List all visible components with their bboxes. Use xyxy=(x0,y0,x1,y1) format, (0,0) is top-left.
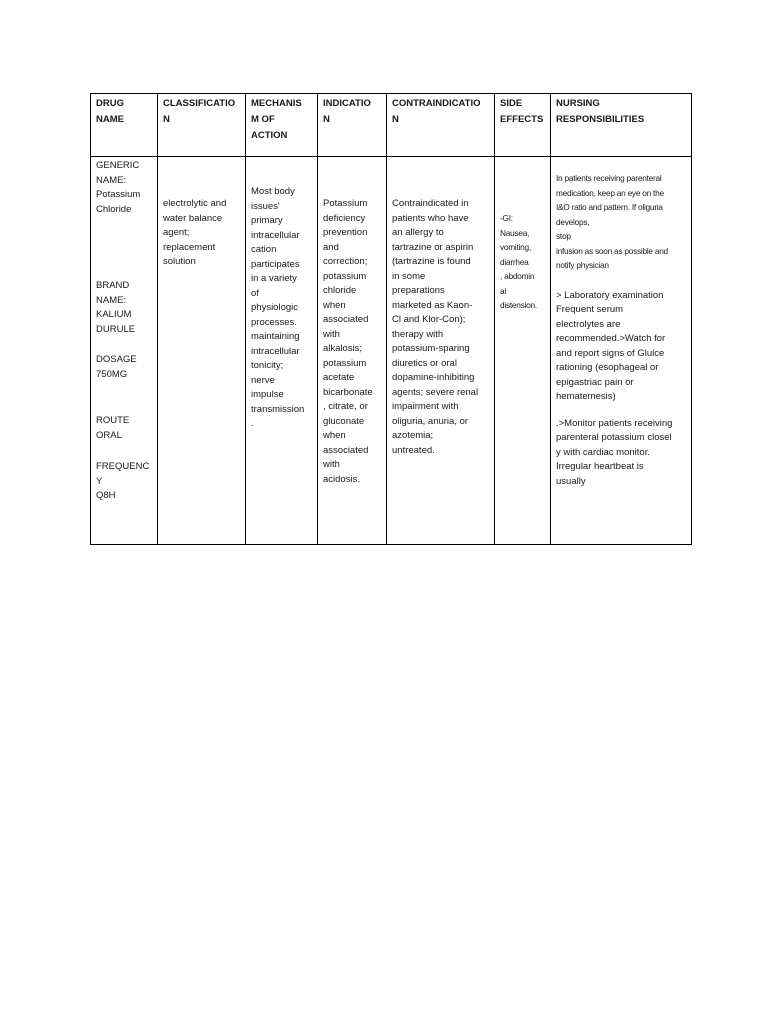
nursing-paragraph-3: .>Monitor patients receiving parenteral potassium closel y with cardiac monitor. Irregular heartbeat is usually xyxy=(556,417,673,487)
header-classification xyxy=(158,94,246,157)
side-effects-text: -GI: Nausea, vomiting, diarrhea , abdomin al distension. xyxy=(500,213,537,310)
header-mechanism-text: MECHANIS M OF ACTION xyxy=(251,98,302,141)
header-nursing-text: NURSING RESPONSIBILITIES xyxy=(556,98,645,125)
nursing-paragraph-2: > Laboratory examination Frequent serum electrolytes are recommended.>Watch for and report signs of Glulce rationing (esophageal or epigastriac pain or hematemesis) xyxy=(556,289,666,402)
brand-name: BRAND NAME: KALIUM DURULE xyxy=(96,280,136,335)
nursing-cell xyxy=(551,157,692,545)
header-drug-name-text: DRUG NAME xyxy=(96,98,124,125)
classification-cell xyxy=(158,157,246,545)
header-indication-text: INDICATIO N xyxy=(323,98,371,125)
side-effects-cell xyxy=(495,157,551,545)
header-mechanism xyxy=(246,94,318,157)
generic-name: GENERIC NAME: Potassium Chloride xyxy=(96,160,141,215)
header-drug-name xyxy=(91,94,158,157)
frequency: FREQUENC Y Q8H xyxy=(96,461,150,501)
drug-name-cell xyxy=(91,157,158,545)
contraindication-cell xyxy=(387,157,495,545)
indication-text: Potassium deficiency prevention and correction; potassium chloride when associated with alkalosis; potassium acetate bicarbonate , citrate, or gluconate when associated with acidosis. xyxy=(323,198,373,485)
header-row xyxy=(91,94,692,157)
nursing-paragraph-1: In patients receiving parenteral medication, keep an eye on the I&O ratio and pattern. If oliguria develops, stop infusion as soon as possible and notify physician xyxy=(556,173,668,270)
content-row xyxy=(91,157,692,545)
header-side-effects-text: SIDE EFFECTS xyxy=(500,98,544,125)
header-side-effects xyxy=(495,94,551,157)
drug-study-table xyxy=(90,93,692,545)
header-classification-text: CLASSIFICATIO N xyxy=(163,98,236,125)
indication-cell xyxy=(318,157,387,545)
header-contraindication xyxy=(387,94,495,157)
classification-text: electrolytic and water balance agent; replacement solution xyxy=(163,198,227,267)
header-contraindication-text: CONTRAINDICATIO N xyxy=(392,98,481,125)
contraindication-text: Contraindicated in patients who have an allergy to tartrazine or aspirin (tartrazine is found in some preparations marketed as Kaon- Cl and Klor-Con); therapy with potassium-sparing diuretics or oral dopamine-inhibiting agents; severe renal impairment with oliguria, anuria, or azotemia; untreated. xyxy=(392,198,479,456)
mechanism-text: Most body issues' primary intracellular cation participates in a variety of physiologic processes. maintaining intracellular tonicity; nerve impulse transmission . xyxy=(251,186,305,429)
header-nursing xyxy=(551,94,692,157)
dosage: DOSAGE 750MG xyxy=(96,354,137,380)
route: ROUTE ORAL xyxy=(96,415,130,441)
mechanism-cell xyxy=(246,157,318,545)
header-indication xyxy=(318,94,387,157)
